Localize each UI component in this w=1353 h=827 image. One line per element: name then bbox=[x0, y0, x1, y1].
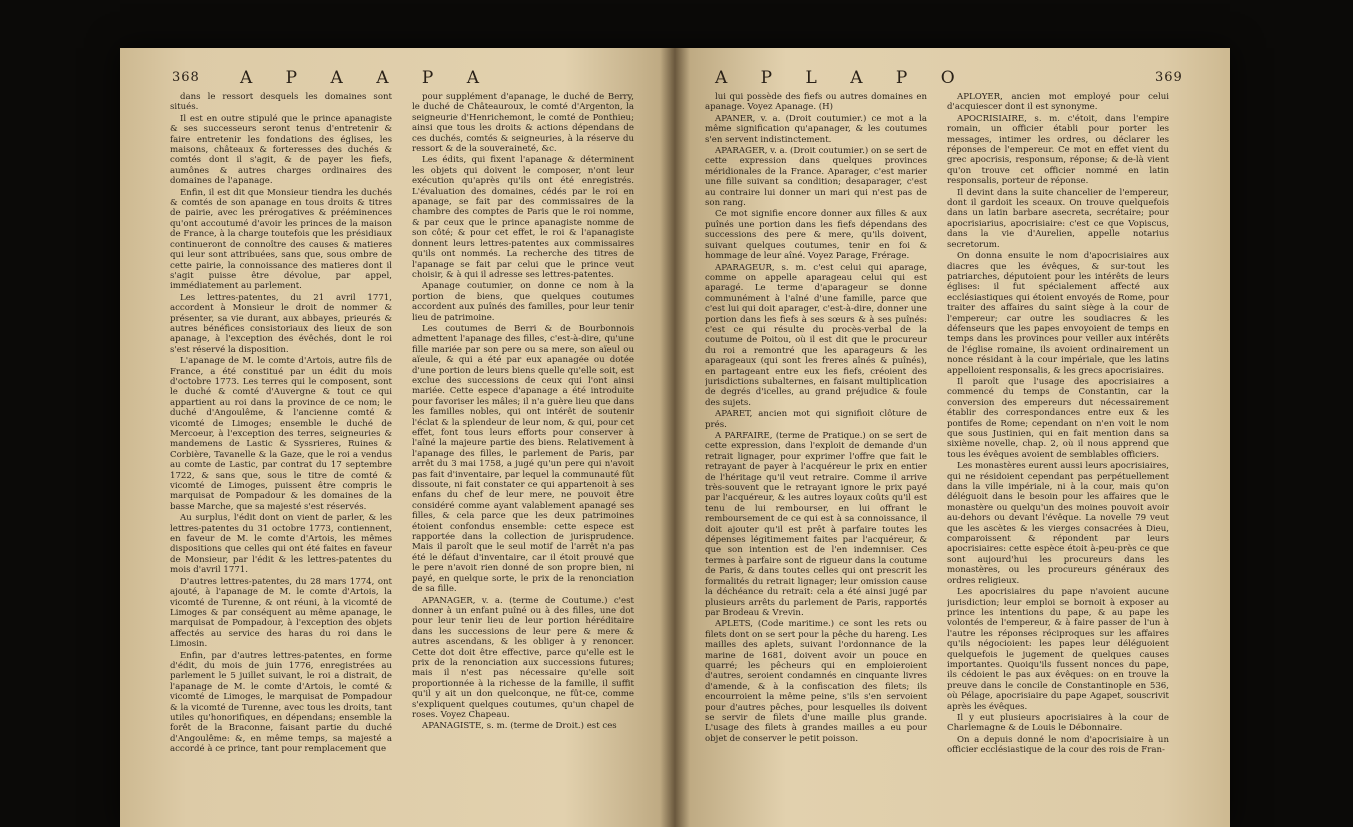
paragraph: Il est en outre stipulé que le prince apanagiste & ses successeurs seront tenus d'entretenir & faire entretenir les fondations des églises, les maisons, châteaux & forteresses des duchés & comtés dont il s'agit, & de payer les fiefs, aumônes & autres charges ordinaires des domaines de l'apanage. bbox=[170, 113, 392, 187]
paragraph: Les apocrisiaires du pape n'avoient aucune jurisdiction; leur emploi se bornoit à exposer au prince les intentions du pape, & au pape les volontés de l'empereur, & à faire passer de l'un à l'autre les réponses réciproques sur les affaires qu'ils négocioient: les papes leur déléguoient quelquefois le jugement de quelques causes importantes. Quoiqu'ils fussent nonces du pape, ils cédoient le pas aux évêques: on en trouve la preuve dans le concile de Constantinople en 536, où Pélage, apocrisiaire du pape Agapet, souscrivit après les évêques. bbox=[947, 587, 1169, 712]
paragraph: Les coutumes de Berri & de Bourbonnois admettent l'apanage des filles, c'est-à-dire, qu'une fille mariée par son pere ou sa mere, son aïeul ou aïeule, & qui a été par eux apanagée ou dotée d'une portion de leurs biens quelle qu'elle soit, est exclue des successions de ceux qui l'ont ainsi mariée. Cette espece d'apanage a été introduite pour favoriser les mâles; il n'a guère lieu que dans les familles nobles, qui ont intérêt de soutenir l'éclat & la splendeur de leur nom, & qui, pour cet effet, font tous leurs efforts pour conserver à l'aîné la majeure partie des biens. Relativement à l'apanage des filles, le parlement de Paris, par arrêt du 3 mai 1758, a jugé qu'un pere qui n'avoit pas fait d'inventaire, par lequel la communauté fût dissoute, ni fait constater ce qui appartenoit à ses enfans du chef de leur mere, ne pouvoit être considéré comme ayant valablement apanagé ses filles, & cela parce que les deux patrimoines étoient confondus ensemble: cette espece est rapportée dans la collection de jurisprudence. Mais il paroît que le seul motif de l'arrêt n'a pas été le défaut d'inventaire, car il étoit prouvé que le pere n'avoit rien donné de son propre bien, ni payé, en quelque sorte, le prix de la renonciation de sa fille. bbox=[412, 323, 634, 595]
paragraph: Apanage coutumier, on donne ce nom à la portion de biens, que quelques coutumes accordent aux puînés des familles, pour leur tenir lieu de patrimoine. bbox=[412, 281, 634, 323]
book-gutter bbox=[660, 48, 690, 827]
paragraph: Il y eut plusieurs apocrisiaires à la cour de Charlemagne & de Louis le Débonnaire. bbox=[947, 712, 1169, 734]
paragraph: lui qui possède des fiefs ou autres domaines en apanage. Voyez Apanage. (H) bbox=[705, 92, 927, 113]
page-number: 368 bbox=[172, 70, 200, 85]
paragraph: Les monastères eurent aussi leurs apocrisiaires, qui ne résidoient cependant pas perpétuellement dans la ville impériale, ni à la cour, mais qu'on déléguoit dans le besoin pour les affaires que le monastère ou quelqu'un des moines pouvoit avoir au-dehors ou devant l'évêque. La novelle 79 veut que les ascètes & les vierges consacrées à Dieu, comparoissent & répondent par leurs apocrisiaires: cette espèce étoit à-peu-près ce que sont aujourd'hui les procureurs dans les monastères, ou les procureurs généraux des ordres religieux. bbox=[947, 461, 1169, 586]
page-number: 369 bbox=[1155, 70, 1183, 85]
paragraph: Enfin, par d'autres lettres-patentes, en forme d'édit, du mois de juin 1776, enregistrées au parlement le 5 juillet suivant, le roi a distrait, de l'apanage de M. le comte d'Artois, le comté & vicomté de Limoges, le marquisat de Pompadour & la vicomté de Turenne, avec tous les droits, tant utiles qu'honorifiques, en dépendans; ensemble la forêt de la Braconne, faisant partie du duché d'Angoulême: &, en même temps, sa majesté a accordé à ce prince, tant pour remplacement que bbox=[170, 650, 392, 755]
left-page bbox=[120, 48, 675, 827]
paragraph: APANAGER, v. a. (terme de Coutume.) c'est donner à un enfant puîné ou à des filles, une dot pour leur tenir lieu de leur portion héréditaire dans les successions de leur pere & mere & autres ascendans, & les obliger à y renoncer. Cette dot doit être effective, parce qu'elle est le prix de la renonciation aux successions futures; mais il n'est pas nécessaire qu'elle soit proportionnée à la richesse de la famille, il suffit qu'il y ait un don quelconque, ne fût-ce, comme s'expliquent quelques coutumes, qu'un chapel de roses. Voyez Chapeau. bbox=[412, 595, 634, 720]
paragraph: APANAGISTE, s. m. (terme de Droit.) est ces bbox=[422, 721, 617, 732]
paragraph: dans le ressort desquels les domaines sont situés. bbox=[170, 92, 392, 113]
text-column-2 bbox=[947, 92, 1169, 812]
paragraph: pour supplément d'apanage, le duché de Berry, le duché de Châteauroux, le comté d'Argenton, la seigneurie d'Henrichemont, le comté de Ponthieu; ainsi que tous les droits & actions dépendans de ces duchés, comtés & seigneuries, à la réserve du ressort & de la souveraineté, &c. bbox=[412, 92, 634, 155]
paragraph: APARET, ancien mot qui signifioit clôture de prés. bbox=[705, 409, 927, 430]
running-head: A P A A P A bbox=[240, 68, 494, 88]
paragraph: On a depuis donné le nom d'apocrisiaire à un officier ecclésiastique de la cour des rois de Fran- bbox=[947, 734, 1169, 756]
paragraph: D'autres lettres-patentes, du 28 mars 1774, ont ajouté, à l'apanage de M. le comte d'Artois, la vicomté de Turenne, & ont réuni, à la vicomté de Limoges & par conséquent au même apanage, le marquisat de Pompadour, à l'exception des objets affectés au service des haras du roi dans le Limosin. bbox=[170, 576, 392, 650]
paragraph: Ce mot signifie encore donner aux filles & aux puînés une portion dans les fiefs dépendans des successions des pere & mere, qu'ils doivent, suivant quelques coutumes, tenir en foi & hommage de leur aîné. Voyez Parage, Frérage. bbox=[705, 209, 927, 262]
paragraph: On donna ensuite le nom d'apocrisiaires aux diacres que les évêques, & sur-tout les patriarches, députoient pour les intérêts de leurs églises: il fut spécialement affecté aux ecclésiastiques qui étoient envoyés de Rome, pour traiter des affaires du saint siège à la cour de l'empereur; car outre les soudiacres & les défenseurs que les papes envoyoient de temps en temps dans les provinces pour veiller aux intérêts de l'église romaine, ils avoient ordinairement un nonce résidant à la cour impériale, que les latins appelloient responsalis, & les grecs apocrisiaires. bbox=[947, 251, 1169, 376]
text-column-1 bbox=[170, 92, 392, 812]
paragraph: APLOYER, ancien mot employé pour celui d'acquiescer dont il est synonyme. bbox=[947, 92, 1169, 113]
paragraph: APLETS, (Code maritime.) ce sont les rets ou filets dont on se sert pour la pêche du hareng. Les mailles des aplets, suivant l'ordonnance de la marine de 1681, doivent avoir un pouce en quarré; les pêcheurs qui en emploieroient d'autres, seroient condamnés en cinquante livres d'amende, & à la confiscation des filets; ils encourroient la même peine, s'ils s'en servoient pour d'autres pêches, pour lesquelles ils doivent se servir de filets d'une maille plus grande. L'usage des filets à grandes mailles a eu pour objet de conserver le petit poisson. bbox=[705, 619, 927, 744]
text-column-2 bbox=[412, 92, 634, 812]
text-column-1 bbox=[705, 92, 927, 812]
paragraph: APOCRISIAIRE, s. m. c'étoit, dans l'empire romain, un officier établi pour porter les messages, intimer les ordres, ou déclarer les réponses de l'empereur. Ce mot en effet vient du grec apocrisis, responsum, réponse; & de-là vient qu'on trouve cet officier nommé en latin responsalis, porteur de réponse. bbox=[947, 113, 1169, 187]
paragraph: APARAGEUR, s. m. c'est celui qui aparage, comme on appelle aparageau celui qui est aparagé. Le terme d'aparageur se donne communément à l'aîné d'une famille, parce que c'est lui qui doit aparager, c'est-à-dire, donner une portion dans les fiefs à ses sœurs & à ses puînés: c'est ce qui résulte du procès-verbal de la coutume de Poitou, où il est dit que le procureur du roi a remontré que les aparageurs & les aparageaux (qui sont les freres aînés & puînés), en partageant entre eux les fiefs, créoient des jurisdictions subalternes, en faisant multiplication de degrés d'icelles, au grand préjudice & foule des sujets. bbox=[705, 262, 927, 408]
right-page bbox=[675, 48, 1230, 827]
paragraph: Les lettres-patentes, du 21 avril 1771, accordent à Monsieur le droit de nommer & présenter, sa vie durant, aux abbayes, prieurés & autres bénéfices consistoriaux des lieux de son apanage, à l'exception des évêchés, dont le roi s'est réservé la disposition. bbox=[170, 292, 392, 355]
paragraph: APANER, v. a. (Droit coutumier.) ce mot a la même signification qu'apanager, & les coutumes s'en servent indistinctement. bbox=[705, 113, 927, 145]
paragraph: Enfin, il est dit que Monsieur tiendra les duchés & comtés de son apanage en tous droits & titres de pairie, avec les prérogatives & prééminences qu'ont accoutumé d'avoir les princes de la maison de France, à la charge toutefois que les présidiaux continueront de connoître des causes & matieres qui leur sont attribuées, sans que, sous ombre de cette pairie, la connoissance des matieres dont il s'agit puisse être dévolue, par appel, immédiatement au parlement. bbox=[170, 187, 392, 292]
paragraph: A PARFAIRE, (terme de Pratique.) on se sert de cette expression, dans l'exploit de demande d'un retrait lignager, pour exprimer l'offre que fait le retrayant de payer à l'acquéreur le prix en entier de l'héritage qu'il veut retraire. Comme il arrive très-souvent que le retrayant ignore le prix payé par l'acquéreur, & les autres loyaux coûts qu'il est tenu de lui rembourser, en lui offrant le remboursement de ce qui est à sa connoissance, il doit ajouter qu'il est prêt à parfaire toutes les dépenses légitimement faites par l'acquéreur, & que son intention est de l'en indemniser. Ces termes à parfaire sont de rigueur dans la coutume de Paris, & dans toutes celles qui ont prescrit les formalités du retrait lignager; leur omission cause la déchéance du retrait: cela a été ainsi jugé par plusieurs arrêts du parlement de Paris, rapportés par Brodeau & Vrevin. bbox=[705, 431, 927, 618]
paragraph: Il devint dans la suite chancelier de l'empereur, dont il gardoit les sceaux. On trouve quelquefois dans un latin barbare asecreta, secrétaire; pour apocrisiarius, apocrisiaire: c'est ce que Vopiscus, dans la vie d'Aurelien, appelle notarius secretorum. bbox=[947, 187, 1169, 250]
book-spread bbox=[120, 48, 1230, 827]
paragraph: L'apanage de M. le comte d'Artois, autre fils de France, a été constitué par un édit du mois d'octobre 1773. Les terres qui le composent, sont le duché & comté d'Auvergne & tout ce qui appartient au roi dans la province de ce nom; le duché d'Angoulême, & l'ancienne comté & vicomté de Limoges; ensemble le duché de Mercoeur, à l'exception des terres, seigneuries & mandemens de Lastic & Syssrieres, Ruines & Corbière, Tavanelle & la Gaze, que le roi a vendus au comte de Lastic, par contrat du 17 septembre 1722, & sans que, sous le titre de comté & vicomté de Limoges, puissent être compris le marquisat de Pompadour & les domaines de la basse Marche, que sa majesté s'est réservés. bbox=[170, 356, 392, 512]
paragraph: Les édits, qui fixent l'apanage & déterminent les objets qui doivent le composer, n'ont leur exécution qu'après qu'ils ont été enregistrés. L'évaluation des domaines, cédés par le roi en apanage, se fait par des commissaires de la chambre des comptes de Paris que le roi nomme, & par ceux que le prince apanagiste nomme de son côté; & pour cet effet, le roi & l'apanagiste donnent leurs lettres-patentes aux commissaires qu'ils ont nommés. La recherche des titres de l'apanage se fait par celui que le prince veut choisir, & à qui il adresse ses lettres-patentes. bbox=[412, 155, 634, 280]
running-head: A P L A P O bbox=[715, 68, 969, 88]
paragraph: Il paroît que l'usage des apocrisiaires a commencé du temps de Constantin, car la conversion des empereurs dut nécessairement établir des correspondances entre eux & les pontifes de Rome; cependant on n'en voit le nom que sous Justinien, qui en fait mention dans sa sixième novelle, chap. 2, où il nous apprend que tous les évêques avoient de semblables officiers. bbox=[947, 376, 1169, 460]
paragraph: Au surplus, l'édit dont on vient de parler, & les lettres-patentes du 31 octobre 1773, contiennent, en faveur de M. le comte d'Artois, les mêmes dispositions que celles qui ont été faites en faveur de Monsieur, par l'édit & les lettres-patentes du mois d'avril 1771. bbox=[170, 513, 392, 576]
paragraph: APARAGER, v. a. (Droit coutumier.) on se sert de cette expression dans quelques provinces méridionales de la France. Aparager, c'est marier une fille suivant sa condition; desaparager, c'est au contraire lui donner un mari qui n'est pas de son rang. bbox=[705, 146, 927, 209]
